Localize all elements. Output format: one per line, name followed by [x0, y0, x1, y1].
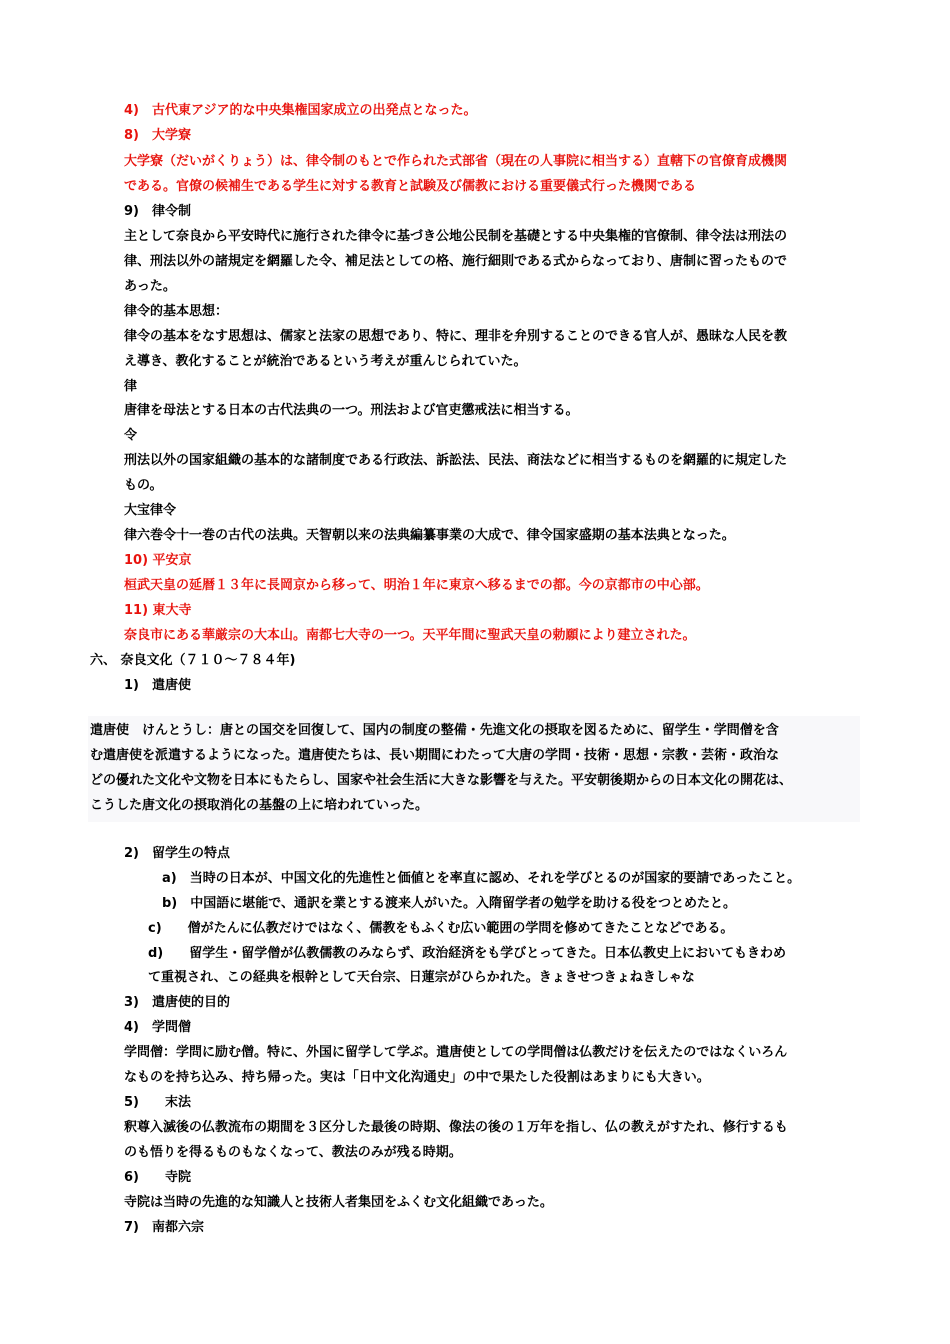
text-line: こうした唐文化の摂取消化の基盤の上に培われていった。	[90, 798, 429, 813]
section-heading-nanto-rokushuu: 7) 南都六宗	[124, 1220, 204, 1235]
text-line: のも悟りを得るものもなくなって、教法のみが残る時期。	[124, 1145, 462, 1160]
text-line: 桓武天皇の延暦１３年に長岡京から移って、明治１年に東京へ移るまでの都。今の京都市の中心部。	[124, 578, 709, 593]
section-heading-ryuugakusei: 2) 留学生の特点	[124, 846, 230, 861]
chapter-heading-nara-bunka: 六、 奈良文化（７１０～７８４年)	[90, 653, 296, 668]
section-heading-jiin: 6) 寺院	[124, 1170, 191, 1185]
section-heading-heiankyou: 10) 平安京	[124, 553, 192, 568]
subheading: 律	[124, 379, 138, 394]
text-line: なものを持ち込み、持ち帰った。実は「日中文化沟通史」の中で果たした役割はあまりにも大きい。	[124, 1070, 710, 1085]
section-heading-toudaiji: 11) 東大寺	[124, 603, 192, 618]
text-line: 主として奈良から平安時代に施行された律令に基づき公地公民制を基礎とする中央集権的官僚制、律令法は刑法の	[124, 229, 788, 244]
text-line: 4) 古代東アジア的な中央集権国家成立の出発点となった。	[124, 103, 477, 118]
section-heading-ritsuryousei: 9) 律令制	[124, 204, 191, 219]
list-item: a) 当時の日本が、中国文化的先進性と価値とを率直に認め、それを学びとるのが国家的要請であったこと。	[162, 871, 801, 886]
text-line: 刑法以外の国家組織の基本的な諸制度である行政法、訴訟法、民法、商法などに相当するものを網羅的に規定した	[124, 453, 788, 468]
text-line: 唐律を母法とする日本の古代法典の一つ。刑法および官吏懲戒法に相当する。	[124, 403, 579, 418]
text-line: 遣唐使 けんとうし：唐との国交を回復して、国内の制度の整備・先進文化の摂取を図るために、留学生・学問僧を含	[90, 723, 779, 738]
section-heading-mokuteki: 3) 遣唐使的目的	[124, 995, 230, 1010]
subheading: 律令的基本思想：	[124, 304, 229, 319]
text-line: 大学寮（だいがくりょう）は、律令制のもとで作られた式部省（現在の人事院に相当する）直轄下の官僚育成機関	[124, 154, 788, 169]
section-heading-kentoushi: 1) 遣唐使	[124, 678, 191, 693]
text-line: もの。	[124, 478, 163, 493]
section-heading-gakumonsou: 4) 学問僧	[124, 1020, 191, 1035]
text-line: あった。	[124, 279, 176, 294]
text-line: 奈良市にある華厳宗の大本山。南都七大寺の一つ。天平年間に聖武天皇の勅願により建立された。	[124, 628, 696, 643]
section-heading-daigakuryou: 8) 大学寮	[124, 128, 191, 143]
text-line: 律、刑法以外の諸規定を網羅した令、補足法としての格、施行細則である式からなっており、唐制に習ったもので	[124, 254, 788, 269]
list-item: d) 留学生・留学僧が仏教儒教のみならず、政治経済をも学びとってきた。日本仏教史上においてもきわめ	[148, 946, 786, 961]
text-line: 律令の基本をなす思想は、儒家と法家の思想であり、特に、理非を弁別することのできる官人が、愚昧な人民を教	[124, 329, 788, 344]
list-item: c) 僧がたんに仏教だけではなく、儒教をもふくむ広い範囲の学問を修めてきたことなどである。	[148, 921, 734, 936]
text-line: 律六巻令十一巻の古代の法典。天智朝以来の法典編纂事業の大成で、律令国家盛期の基本法典となった。	[124, 528, 735, 543]
section-heading-mappou: 5) 末法	[124, 1095, 191, 1110]
text-line: である。官僚の候補生である学生に対する教育と試験及び儒教における重要儀式行った機関である	[124, 179, 697, 194]
text-line: む遣唐使を派遣するようになった。遣唐使たちは、長い期間にわたって大唐の学問・技術・思想・宗教・芸術・政治な	[90, 748, 780, 763]
text-line: て重視され、この経典を根幹として天台宗、日蓮宗がひらかれた。きょきせつきょねきしゃな	[148, 970, 695, 985]
text-line: 釈尊入滅後の仏教流布の期間を３区分した最後の時期、像法の後の１万年を指し、仏の教えがすたれ、修行するも	[124, 1120, 788, 1135]
text-line: どの優れた文化や文物を日本にもたらし、国家や社会生活に大きな影響を与えた。平安朝後期からの日本文化の開花は、	[90, 773, 793, 788]
list-item: b) 中国語に堪能で、通訳を業とする渡来人がいた。入隋留学者の勉学を助ける役をつとめたと。	[162, 896, 736, 911]
text-line: 学問僧：学問に励む僧。特に、外国に留学して学ぶ。遣唐使としての学問僧は仏教だけを伝えたのではなくいろん	[124, 1045, 788, 1060]
subheading: 大宝律令	[124, 503, 177, 518]
text-line: 寺院は当時の先進的な知識人と技術人者集団をふくむ文化組織であった。	[124, 1195, 553, 1210]
subheading: 令	[124, 428, 138, 443]
text-line: え導き、教化することが統治であるという考えが重んじられていた。	[124, 354, 527, 369]
